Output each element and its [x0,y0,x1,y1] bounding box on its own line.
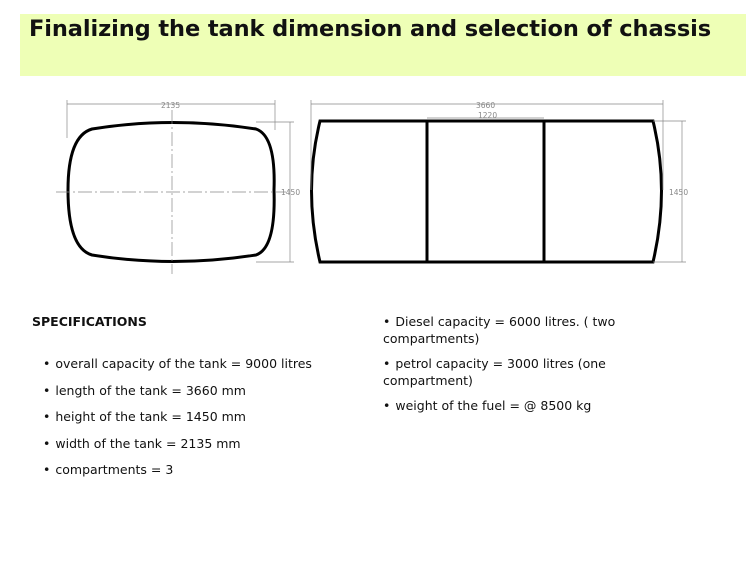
end-view-height-label: 1450 [281,188,301,197]
specifications-list-left [43,356,312,489]
spec-item-diesel-capacity: • Diesel capacity = 6000 litres. ( two compartments) [383,313,643,347]
specifications-list-right [383,313,643,422]
spec-item-compartments: • compartments = 3 [43,462,312,489]
tank-end-view [56,100,300,274]
spec-item-petrol-capacity: • petrol capacity = 3000 litres (one compartment) [383,355,643,389]
spec-item-fuel-weight: • weight of the fuel = @ 8500 kg [383,397,643,414]
side-view-height-label: 1450 [669,188,689,197]
spec-item-width: • width of the tank = 2135 mm [43,436,312,463]
spec-item-overall-capacity: • overall capacity of the tank = 9000 litres [43,356,312,383]
spec-item-length: • length of the tank = 3660 mm [43,383,312,410]
end-view-width-label: 2135 [161,101,181,110]
compartment-width-label: 1220 [478,111,498,120]
slide-title: Finalizing the tank dimension and selection of chassis [29,16,712,42]
spec-item-height: • height of the tank = 1450 mm [43,409,312,436]
tank-side-view [311,100,688,262]
side-view-length-label: 3660 [476,101,496,110]
specifications-heading: SPECIFICATIONS [32,314,147,329]
side-view-outline [312,121,662,262]
